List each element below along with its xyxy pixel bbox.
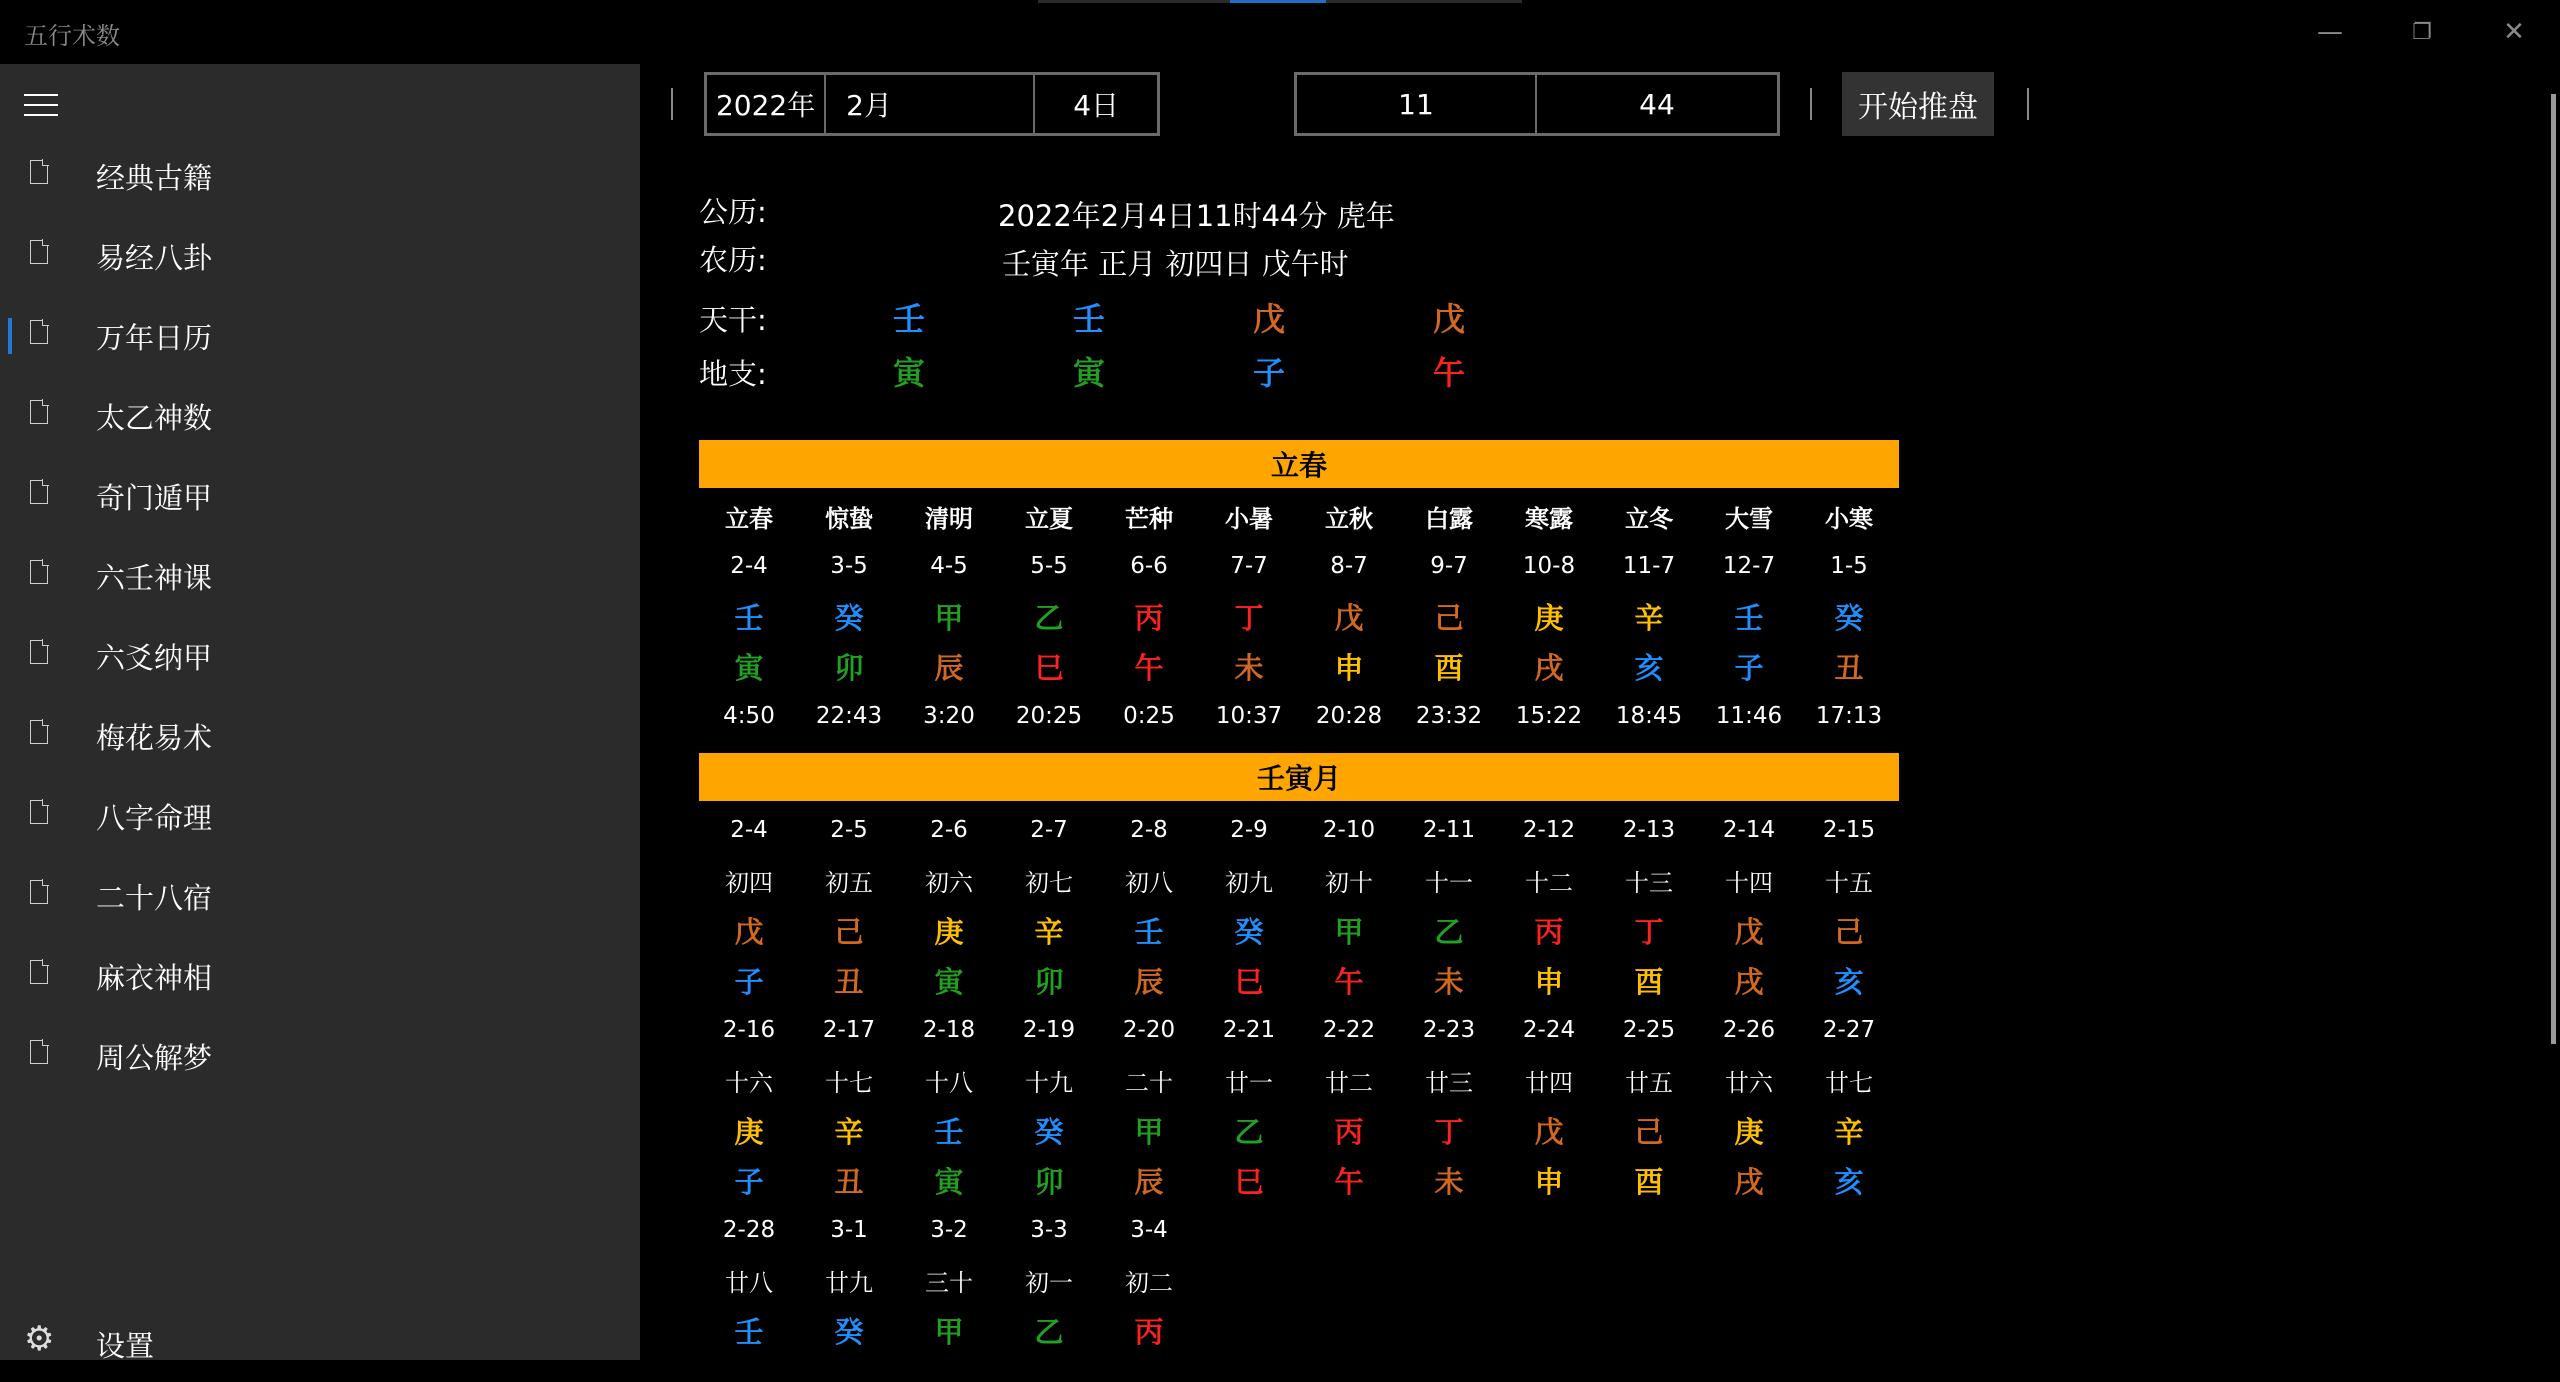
term-name: 大雪 <box>1725 504 1773 533</box>
month-field[interactable]: 2月 <box>826 75 1035 133</box>
day-branch: 未 <box>1434 964 1464 999</box>
day-stem: 戊 <box>1534 1114 1564 1149</box>
day-stem: 甲 <box>1334 914 1364 949</box>
day-lunar: 初一 <box>1025 1268 1073 1297</box>
document-icon <box>30 1040 48 1064</box>
tiangan-char: 戊 <box>1252 300 1285 338</box>
day-date: 2-15 <box>1822 817 1876 843</box>
dizhi-char: 午 <box>1432 354 1465 392</box>
document-icon <box>30 560 48 584</box>
day-branch: 辰 <box>1134 1164 1164 1199</box>
term-date: 11-7 <box>1622 553 1676 579</box>
nav-item[interactable] <box>0 136 640 216</box>
day-stem: 甲 <box>1134 1114 1164 1149</box>
day-branch: 申 <box>1534 1164 1564 1199</box>
term-time: 0:25 <box>1123 703 1175 729</box>
day-date-row <box>699 805 1899 855</box>
term-branch: 申 <box>1334 650 1364 685</box>
term-branch: 戌 <box>1534 650 1564 685</box>
day-lunar: 二十 <box>1125 1068 1173 1097</box>
term-date: 12-7 <box>1722 553 1776 579</box>
day-lunar: 初九 <box>1225 868 1273 897</box>
day-date: 2-16 <box>722 1017 776 1043</box>
day-lunar: 十五 <box>1825 868 1873 897</box>
settings-item[interactable] <box>0 1302 640 1382</box>
day-stem: 辛 <box>1034 914 1064 949</box>
start-button[interactable]: 开始推盘 <box>1842 72 1994 136</box>
term-time: 4:50 <box>723 703 775 729</box>
minute-field[interactable]: 44 <box>1639 87 1675 121</box>
day-stem: 庚 <box>934 914 964 949</box>
day-date: 2-19 <box>1022 1017 1076 1043</box>
nav-item[interactable] <box>0 296 640 376</box>
document-icon <box>30 240 48 264</box>
day-lunar: 十二 <box>1525 868 1573 897</box>
day-date: 2-22 <box>1322 1017 1376 1043</box>
day-branch-row <box>699 1155 1899 1205</box>
day-branch: 卯 <box>1034 964 1064 999</box>
nav-item[interactable] <box>0 696 640 776</box>
day-field[interactable]: 4日 <box>1073 89 1120 122</box>
term-date: 4-5 <box>930 553 968 579</box>
date-picker[interactable] <box>704 72 1160 136</box>
separator <box>2027 88 2029 120</box>
term-name-row <box>699 491 1899 541</box>
day-branch-row <box>699 955 1899 1005</box>
nav-item-label: 太乙神数 <box>96 401 213 435</box>
day-stem: 庚 <box>1734 1114 1764 1149</box>
day-lunar: 初四 <box>725 868 773 897</box>
nav-item-label: 万年日历 <box>96 321 213 355</box>
nav-item-label: 易经八卦 <box>96 241 213 275</box>
term-name: 寒露 <box>1525 504 1573 533</box>
scrollbar[interactable] <box>2551 94 2556 1044</box>
nav-item[interactable] <box>0 1016 640 1096</box>
hour-field[interactable]: 11 <box>1297 75 1537 133</box>
document-icon <box>30 800 48 824</box>
term-branch: 丑 <box>1834 650 1864 685</box>
term-stem: 癸 <box>1834 600 1864 635</box>
settings-label: 设置 <box>96 1329 155 1363</box>
day-stem: 癸 <box>1234 914 1264 949</box>
day-stem: 丙 <box>1534 914 1564 949</box>
day-stem: 癸 <box>834 1314 864 1349</box>
term-stem: 辛 <box>1634 600 1664 635</box>
day-lunar: 十九 <box>1025 1068 1073 1097</box>
term-stem: 壬 <box>1734 600 1764 635</box>
day-stem-row <box>699 1105 1899 1155</box>
day-stem: 丁 <box>1634 914 1664 949</box>
day-lunar: 初七 <box>1025 868 1073 897</box>
day-date: 2-7 <box>1030 817 1068 843</box>
term-stem: 癸 <box>834 600 864 635</box>
day-stem: 丙 <box>1334 1114 1364 1149</box>
day-date: 2-21 <box>1222 1017 1276 1043</box>
day-branch: 丑 <box>834 1164 864 1199</box>
day-lunar: 廿七 <box>1825 1068 1873 1097</box>
term-date: 6-6 <box>1130 553 1168 579</box>
day-date: 3-1 <box>830 1217 868 1243</box>
nav-item-label: 麻衣神相 <box>96 961 213 995</box>
time-picker[interactable] <box>1294 72 1780 136</box>
day-date: 2-10 <box>1322 817 1376 843</box>
day-stem: 己 <box>834 914 864 949</box>
day-branch: 戌 <box>1734 1164 1764 1199</box>
day-stem: 戊 <box>734 914 764 949</box>
nav-item[interactable] <box>0 216 640 296</box>
sidebar <box>0 64 640 1363</box>
day-stem: 辛 <box>834 1114 864 1149</box>
lunar-label: 农历: <box>699 243 767 277</box>
day-date: 2-28 <box>722 1217 776 1243</box>
day-date: 3-2 <box>930 1217 968 1243</box>
day-date: 2-24 <box>1522 1017 1576 1043</box>
document-icon <box>30 160 48 184</box>
term-time: 22:43 <box>815 703 883 729</box>
day-stem: 丙 <box>1134 1314 1164 1349</box>
day-stem: 乙 <box>1034 1314 1064 1349</box>
day-stem: 辛 <box>1834 1114 1864 1149</box>
document-icon <box>30 960 48 984</box>
term-name: 惊蛰 <box>825 504 873 533</box>
day-branch: 丑 <box>834 964 864 999</box>
nav-item-label: 周公解梦 <box>96 1041 213 1075</box>
day-date: 2-9 <box>1230 817 1268 843</box>
term-time: 15:22 <box>1515 703 1583 729</box>
day-branch: 辰 <box>1134 964 1164 999</box>
term-date: 1-5 <box>1830 553 1868 579</box>
day-stem: 壬 <box>934 1114 964 1149</box>
solar-terms-grid <box>699 491 1899 741</box>
day-stem: 己 <box>1834 914 1864 949</box>
day-date: 2-13 <box>1622 817 1676 843</box>
day-date: 2-27 <box>1822 1017 1876 1043</box>
gear-icon: ⚙ <box>24 1319 55 1359</box>
day-stem: 壬 <box>1134 914 1164 949</box>
year-field[interactable]: 2022年 <box>707 75 826 133</box>
document-icon <box>30 400 48 424</box>
day-lunar: 廿一 <box>1225 1068 1273 1097</box>
selected-indicator <box>8 318 12 354</box>
day-branch: 巳 <box>1234 964 1264 999</box>
nav-item-label: 梅花易术 <box>96 721 213 755</box>
day-date-row <box>699 1005 1899 1055</box>
day-branch: 子 <box>734 1164 764 1199</box>
term-time: 17:13 <box>1815 703 1883 729</box>
month-grid <box>699 805 1899 1355</box>
day-lunar: 廿二 <box>1325 1068 1373 1097</box>
nav-item-label: 二十八宿 <box>96 881 213 915</box>
term-branch-row <box>699 641 1899 691</box>
term-branch: 寅 <box>734 650 764 685</box>
term-stem: 甲 <box>934 600 964 635</box>
term-stem: 戊 <box>1334 600 1364 635</box>
day-branch: 亥 <box>1834 1164 1864 1199</box>
term-time: 23:32 <box>1415 703 1483 729</box>
nav-item[interactable] <box>0 776 640 856</box>
term-time: 11:46 <box>1715 703 1783 729</box>
day-lunar: 廿九 <box>825 1268 873 1297</box>
term-branch: 子 <box>1734 650 1764 685</box>
day-lunar: 初十 <box>1325 868 1373 897</box>
dizhi-char: 寅 <box>892 354 925 392</box>
day-date: 3-3 <box>1030 1217 1068 1243</box>
term-date: 8-7 <box>1330 553 1368 579</box>
day-branch: 未 <box>1434 1164 1464 1199</box>
tiangan-label: 天干: <box>699 303 767 337</box>
term-date-row <box>699 541 1899 591</box>
day-date: 2-4 <box>730 817 768 843</box>
term-stem: 丙 <box>1134 600 1164 635</box>
term-date: 2-4 <box>730 553 768 579</box>
nav-item[interactable] <box>0 456 640 536</box>
day-stem: 丁 <box>1434 1114 1464 1149</box>
day-lunar: 三十 <box>925 1268 973 1297</box>
term-stem-row <box>699 591 1899 641</box>
day-lunar-row <box>699 855 1899 905</box>
hamburger-menu-icon[interactable] <box>24 94 58 116</box>
title-bar <box>0 0 2560 64</box>
separator <box>1810 88 1812 120</box>
nav-item-label: 奇门遁甲 <box>96 481 213 515</box>
solar-terms-header: 立春 <box>699 440 1899 488</box>
day-date: 2-26 <box>1722 1017 1776 1043</box>
term-branch: 卯 <box>834 650 864 685</box>
day-date: 3-4 <box>1130 1217 1168 1243</box>
term-time: 10:37 <box>1215 703 1283 729</box>
term-date: 10-8 <box>1522 553 1576 579</box>
term-date: 9-7 <box>1430 553 1468 579</box>
term-name: 清明 <box>925 504 973 533</box>
day-lunar: 廿八 <box>725 1268 773 1297</box>
term-date: 7-7 <box>1230 553 1268 579</box>
restore-button[interactable]: ❐ <box>2412 19 2432 45</box>
day-branch: 寅 <box>934 1164 964 1199</box>
document-icon <box>30 880 48 904</box>
app-title: 五行术数 <box>24 22 120 50</box>
solar-label: 公历: <box>699 195 767 229</box>
day-lunar: 十一 <box>1425 868 1473 897</box>
day-lunar: 初五 <box>825 868 873 897</box>
nav-item-label: 八字命理 <box>96 801 213 835</box>
term-name: 小寒 <box>1825 504 1873 533</box>
term-stem: 壬 <box>734 600 764 635</box>
term-name: 芒种 <box>1125 504 1173 533</box>
term-time-row <box>699 691 1899 741</box>
term-stem: 乙 <box>1034 600 1064 635</box>
day-stem: 乙 <box>1434 914 1464 949</box>
nav-item[interactable] <box>0 936 640 1016</box>
term-date: 5-5 <box>1030 553 1068 579</box>
day-lunar: 十八 <box>925 1068 973 1097</box>
tiangan-char: 壬 <box>1072 300 1105 338</box>
dizhi-char: 子 <box>1252 354 1285 392</box>
day-stem: 壬 <box>734 1314 764 1349</box>
day-branch: 卯 <box>1034 1164 1064 1199</box>
lunar-value: 壬寅年 正月 初四日 戊午时 <box>1002 247 1349 281</box>
solar-value: 2022年2月4日11时44分 虎年 <box>998 199 1395 233</box>
day-lunar: 初六 <box>925 868 973 897</box>
term-time: 3:20 <box>923 703 975 729</box>
nav-item[interactable] <box>0 856 640 936</box>
term-branch: 未 <box>1234 650 1264 685</box>
day-lunar-row <box>699 1255 1899 1305</box>
day-lunar: 十四 <box>1725 868 1773 897</box>
term-name: 立冬 <box>1625 504 1673 533</box>
nav-item-label: 六爻纳甲 <box>96 641 213 675</box>
separator <box>671 88 673 120</box>
day-lunar: 初二 <box>1125 1268 1173 1297</box>
day-stem-row <box>699 905 1899 955</box>
nav-item[interactable] <box>0 376 640 456</box>
term-branch: 辰 <box>934 650 964 685</box>
term-name: 立秋 <box>1325 504 1373 533</box>
day-stem: 戊 <box>1734 914 1764 949</box>
day-lunar: 廿五 <box>1625 1068 1673 1097</box>
document-icon <box>30 720 48 744</box>
nav-item-label: 经典古籍 <box>96 161 213 195</box>
term-name: 立夏 <box>1025 504 1073 533</box>
term-name: 白露 <box>1425 504 1473 533</box>
day-date-row <box>699 1205 1899 1255</box>
nav-item[interactable] <box>0 616 640 696</box>
term-stem: 己 <box>1434 600 1464 635</box>
document-icon <box>30 480 48 504</box>
day-branch: 酉 <box>1634 1164 1664 1199</box>
day-branch: 戌 <box>1734 964 1764 999</box>
term-name: 立春 <box>725 504 773 533</box>
dizhi-char: 寅 <box>1072 354 1105 392</box>
term-time: 20:25 <box>1015 703 1083 729</box>
nav-item-label: 六壬神课 <box>96 561 213 595</box>
term-time: 20:28 <box>1315 703 1383 729</box>
day-lunar-row <box>699 1055 1899 1105</box>
day-date: 2-17 <box>822 1017 876 1043</box>
close-button[interactable]: ✕ <box>2503 17 2525 47</box>
day-lunar: 十三 <box>1625 868 1673 897</box>
month-header: 壬寅月 <box>699 753 1899 801</box>
day-date: 2-25 <box>1622 1017 1676 1043</box>
day-branch: 亥 <box>1834 964 1864 999</box>
day-branch: 子 <box>734 964 764 999</box>
day-date: 2-18 <box>922 1017 976 1043</box>
day-date: 2-12 <box>1522 817 1576 843</box>
day-lunar: 廿三 <box>1425 1068 1473 1097</box>
tiangan-char: 壬 <box>892 300 925 338</box>
term-stem: 丁 <box>1234 600 1264 635</box>
day-stem: 癸 <box>1034 1114 1064 1149</box>
day-branch: 巳 <box>1234 1164 1264 1199</box>
day-date: 2-23 <box>1422 1017 1476 1043</box>
day-date: 2-6 <box>930 817 968 843</box>
day-lunar: 十七 <box>825 1068 873 1097</box>
day-lunar: 廿六 <box>1725 1068 1773 1097</box>
document-icon <box>30 320 48 344</box>
day-date: 2-14 <box>1722 817 1776 843</box>
day-stem: 庚 <box>734 1114 764 1149</box>
day-branch: 酉 <box>1634 964 1664 999</box>
term-stem: 庚 <box>1534 600 1564 635</box>
document-icon <box>30 640 48 664</box>
term-date: 3-5 <box>830 553 868 579</box>
day-date: 2-20 <box>1122 1017 1176 1043</box>
term-time: 18:45 <box>1615 703 1683 729</box>
tiangan-char: 戊 <box>1432 300 1465 338</box>
day-stem: 甲 <box>934 1314 964 1349</box>
day-lunar: 廿四 <box>1525 1068 1573 1097</box>
day-lunar: 初八 <box>1125 868 1173 897</box>
day-branch: 午 <box>1334 1164 1364 1199</box>
nav-item[interactable] <box>0 536 640 616</box>
day-stem: 乙 <box>1234 1114 1264 1149</box>
day-date: 2-11 <box>1422 817 1476 843</box>
term-branch: 午 <box>1134 650 1164 685</box>
term-branch: 酉 <box>1434 650 1464 685</box>
title-accent <box>1038 0 1522 3</box>
day-date: 2-8 <box>1130 817 1168 843</box>
day-lunar: 十六 <box>725 1068 773 1097</box>
term-name: 小暑 <box>1225 504 1273 533</box>
day-stem-row <box>699 1305 1899 1355</box>
dizhi-label: 地支: <box>699 357 767 391</box>
day-branch: 午 <box>1334 964 1364 999</box>
day-branch: 申 <box>1534 964 1564 999</box>
term-branch: 巳 <box>1034 650 1064 685</box>
day-date: 2-5 <box>830 817 868 843</box>
term-branch: 亥 <box>1634 650 1664 685</box>
day-stem: 己 <box>1634 1114 1664 1149</box>
day-branch: 寅 <box>934 964 964 999</box>
minimize-button[interactable]: — <box>2317 17 2343 47</box>
